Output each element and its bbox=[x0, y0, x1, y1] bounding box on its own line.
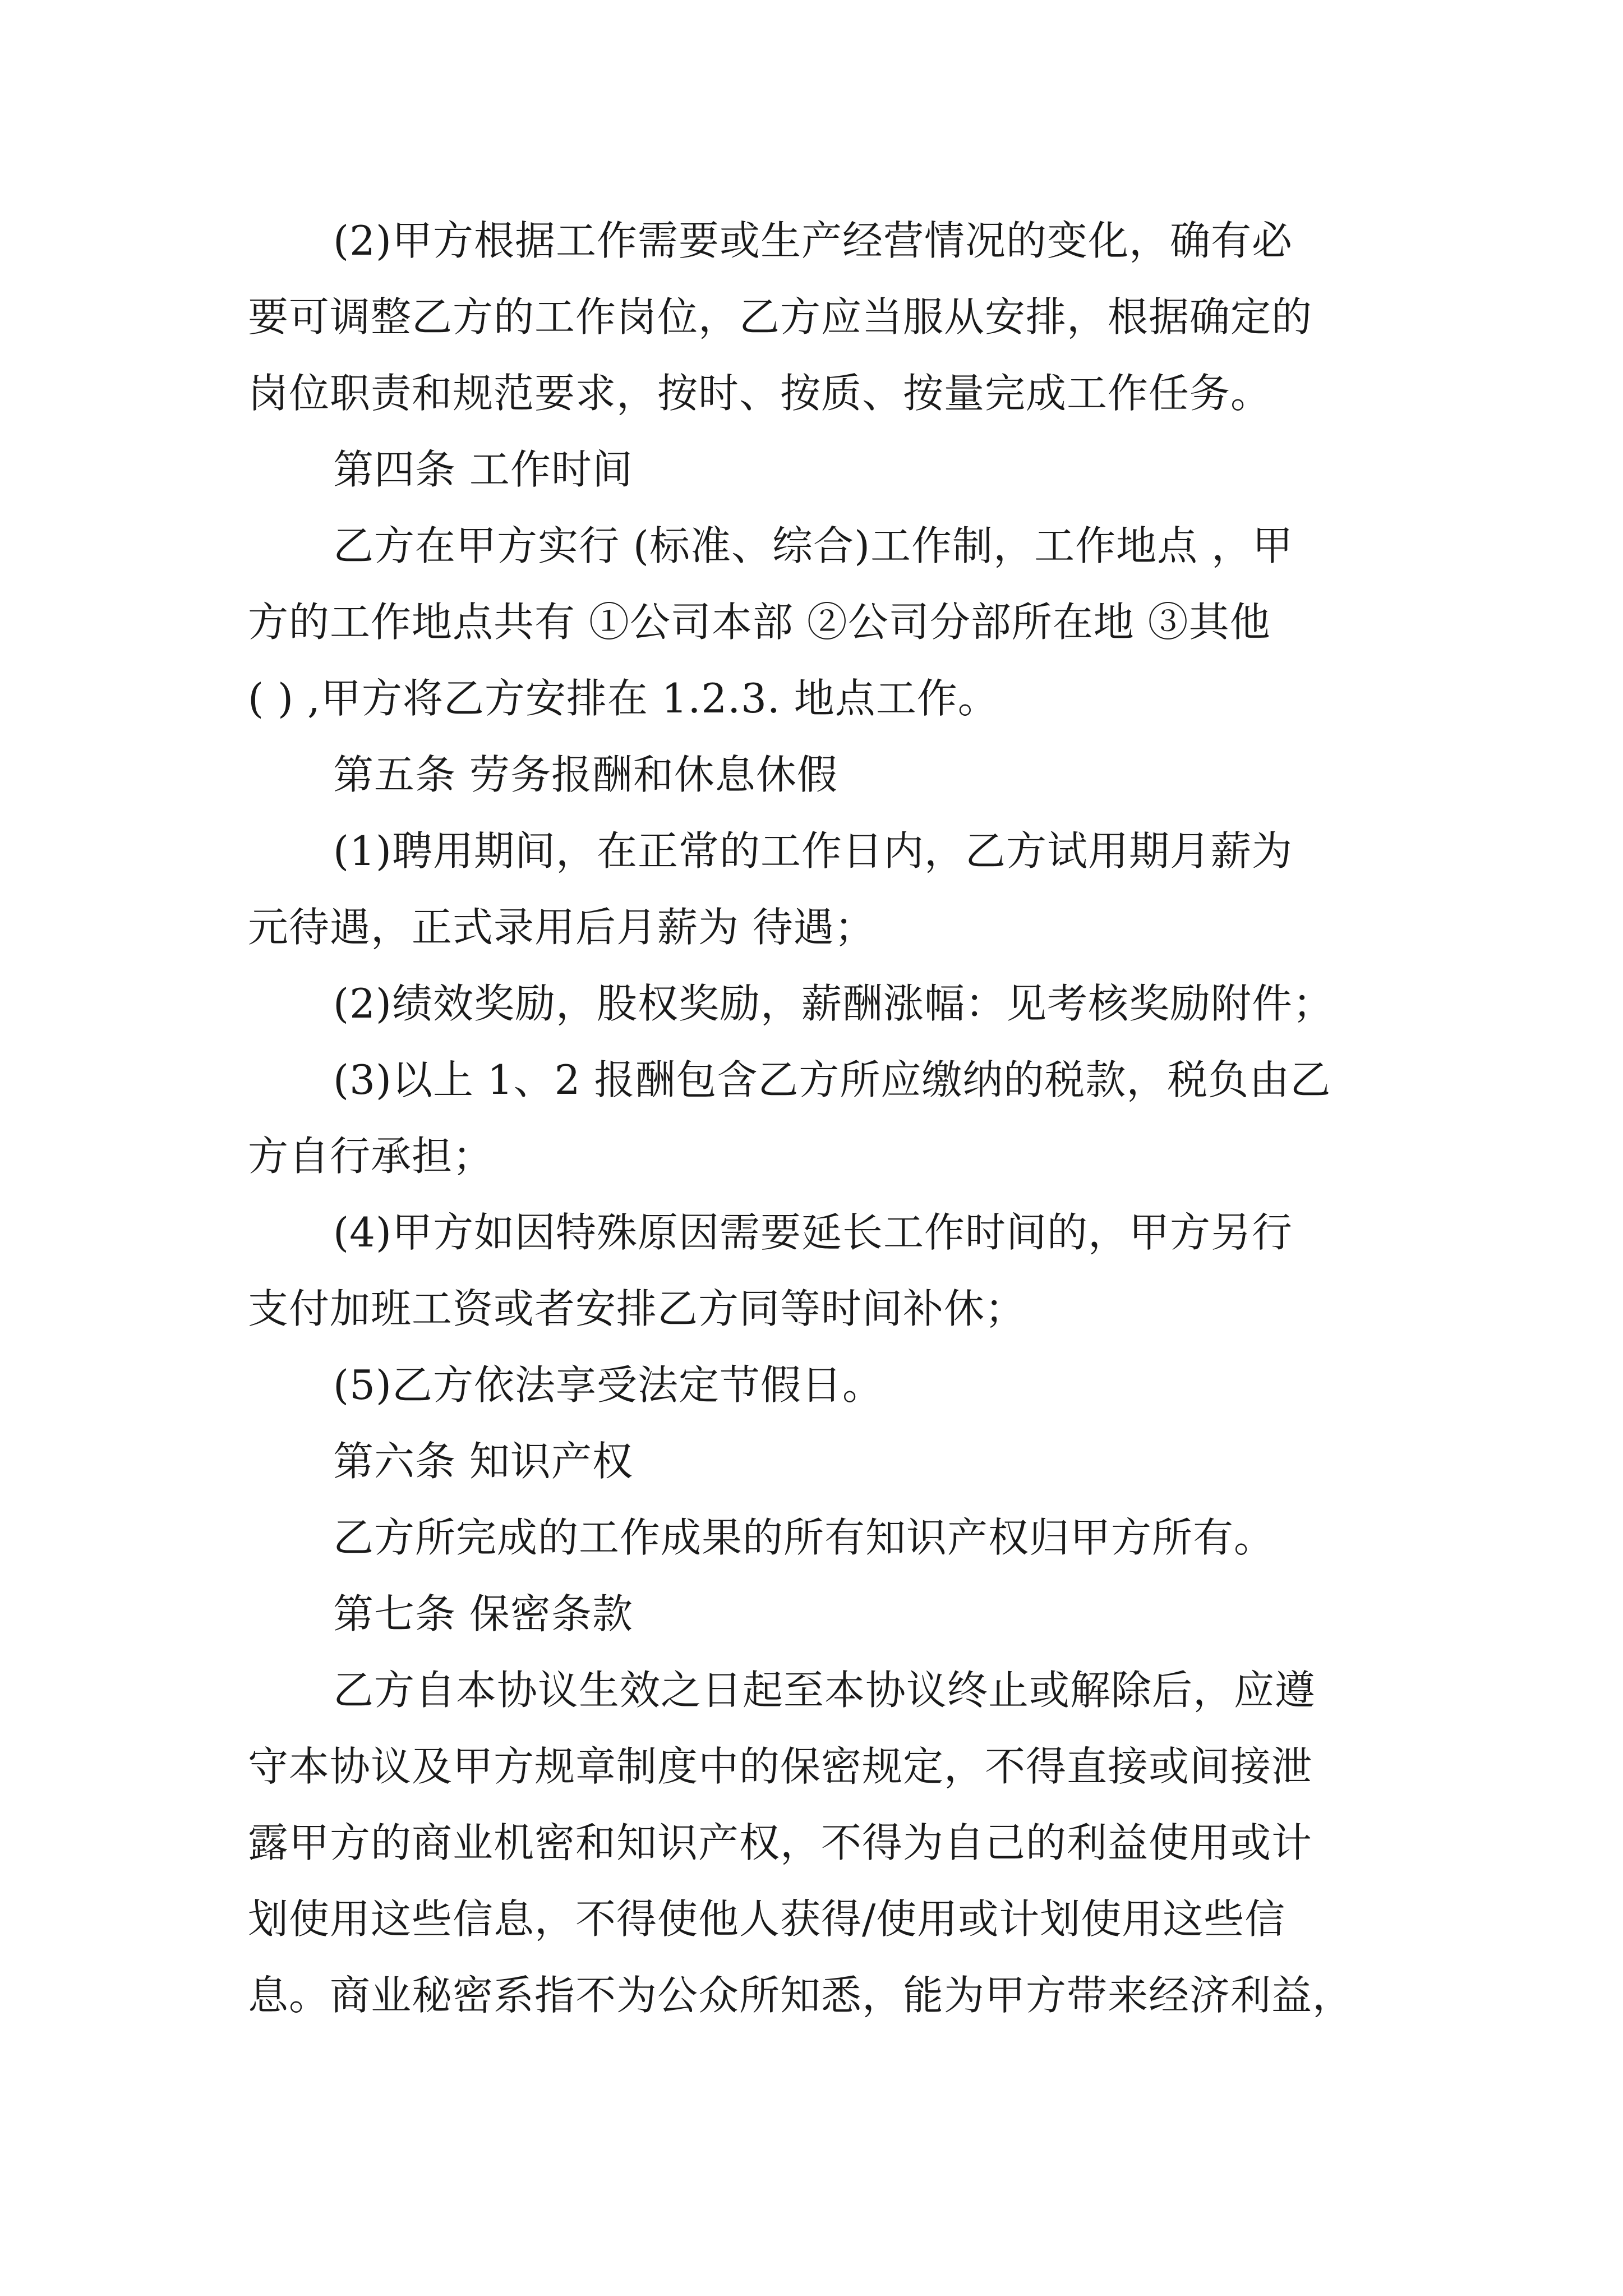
paragraph-line: (2)绩效奖励，股权奖励，薪酬涨幅：见考核奖励附件； bbox=[333, 980, 1334, 1027]
paragraph-line: (4)甲方如因特殊原因需要延长工作时间的，甲方另行 bbox=[333, 1209, 1293, 1256]
paragraph-line: (5)乙方依法享受法定节假日。 bbox=[333, 1361, 883, 1409]
paragraph-line: 支付加班工资或者安排乙方同等时间补休； bbox=[248, 1285, 1026, 1332]
paragraph-line: 乙方在甲方实行 (标准、综合)工作制，工作地点 ，甲 bbox=[333, 522, 1293, 569]
paragraph-line: 要可调整乙方的工作岗位，乙方应当服从安排，根据确定的 bbox=[248, 293, 1313, 341]
paragraph-line: (3)以上 1、2 报酬包含乙方所应缴纳的税款，税负由乙 bbox=[333, 1056, 1331, 1103]
paragraph-line: 划使用这些信息，不得使他人获得/使用或计划使用这些信 bbox=[248, 1895, 1286, 1943]
paragraph-line: (1)聘用期间，在正常的工作日内，乙方试用期月薪为 bbox=[333, 827, 1293, 875]
section-heading: 第六条 知识产权 bbox=[333, 1438, 633, 1485]
paragraph-line: 乙方自本协议生效之日起至本协议终止或解除后，应遵 bbox=[333, 1667, 1316, 1714]
section-heading: 第四条 工作时间 bbox=[333, 446, 633, 493]
paragraph-line: 息。商业秘密系指不为公众所知悉，能为甲方带来经济利益， bbox=[248, 1972, 1354, 2019]
paragraph-line: (2)甲方根据工作需要或生产经营情况的变化，确有必 bbox=[333, 217, 1293, 264]
paragraph-line: 方的工作地点共有 ①公司本部 ②公司分部所在地 ③其他 bbox=[248, 599, 1271, 646]
paragraph-line: 方自行承担； bbox=[248, 1133, 494, 1180]
paragraph-line: 露甲方的商业机密和知识产权，不得为自己的利益使用或计 bbox=[248, 1819, 1313, 1866]
paragraph-line: 元待遇，正式录用后月薪为 待遇； bbox=[248, 904, 875, 951]
paragraph-line: ( ) ,甲方将乙方安排在 1.2.3. 地点工作。 bbox=[248, 675, 999, 722]
paragraph-line: 守本协议及甲方规章制度中的保密规定，不得直接或间接泄 bbox=[248, 1743, 1313, 1790]
paragraph-line: 岗位职责和规范要求，按时、按质、按量完成工作任务。 bbox=[248, 370, 1272, 417]
section-heading: 第五条 劳务报酬和休息休假 bbox=[333, 751, 838, 798]
paragraph-line: 乙方所完成的工作成果的所有知识产权归甲方所有。 bbox=[333, 1514, 1275, 1561]
section-heading: 第七条 保密条款 bbox=[333, 1590, 633, 1637]
